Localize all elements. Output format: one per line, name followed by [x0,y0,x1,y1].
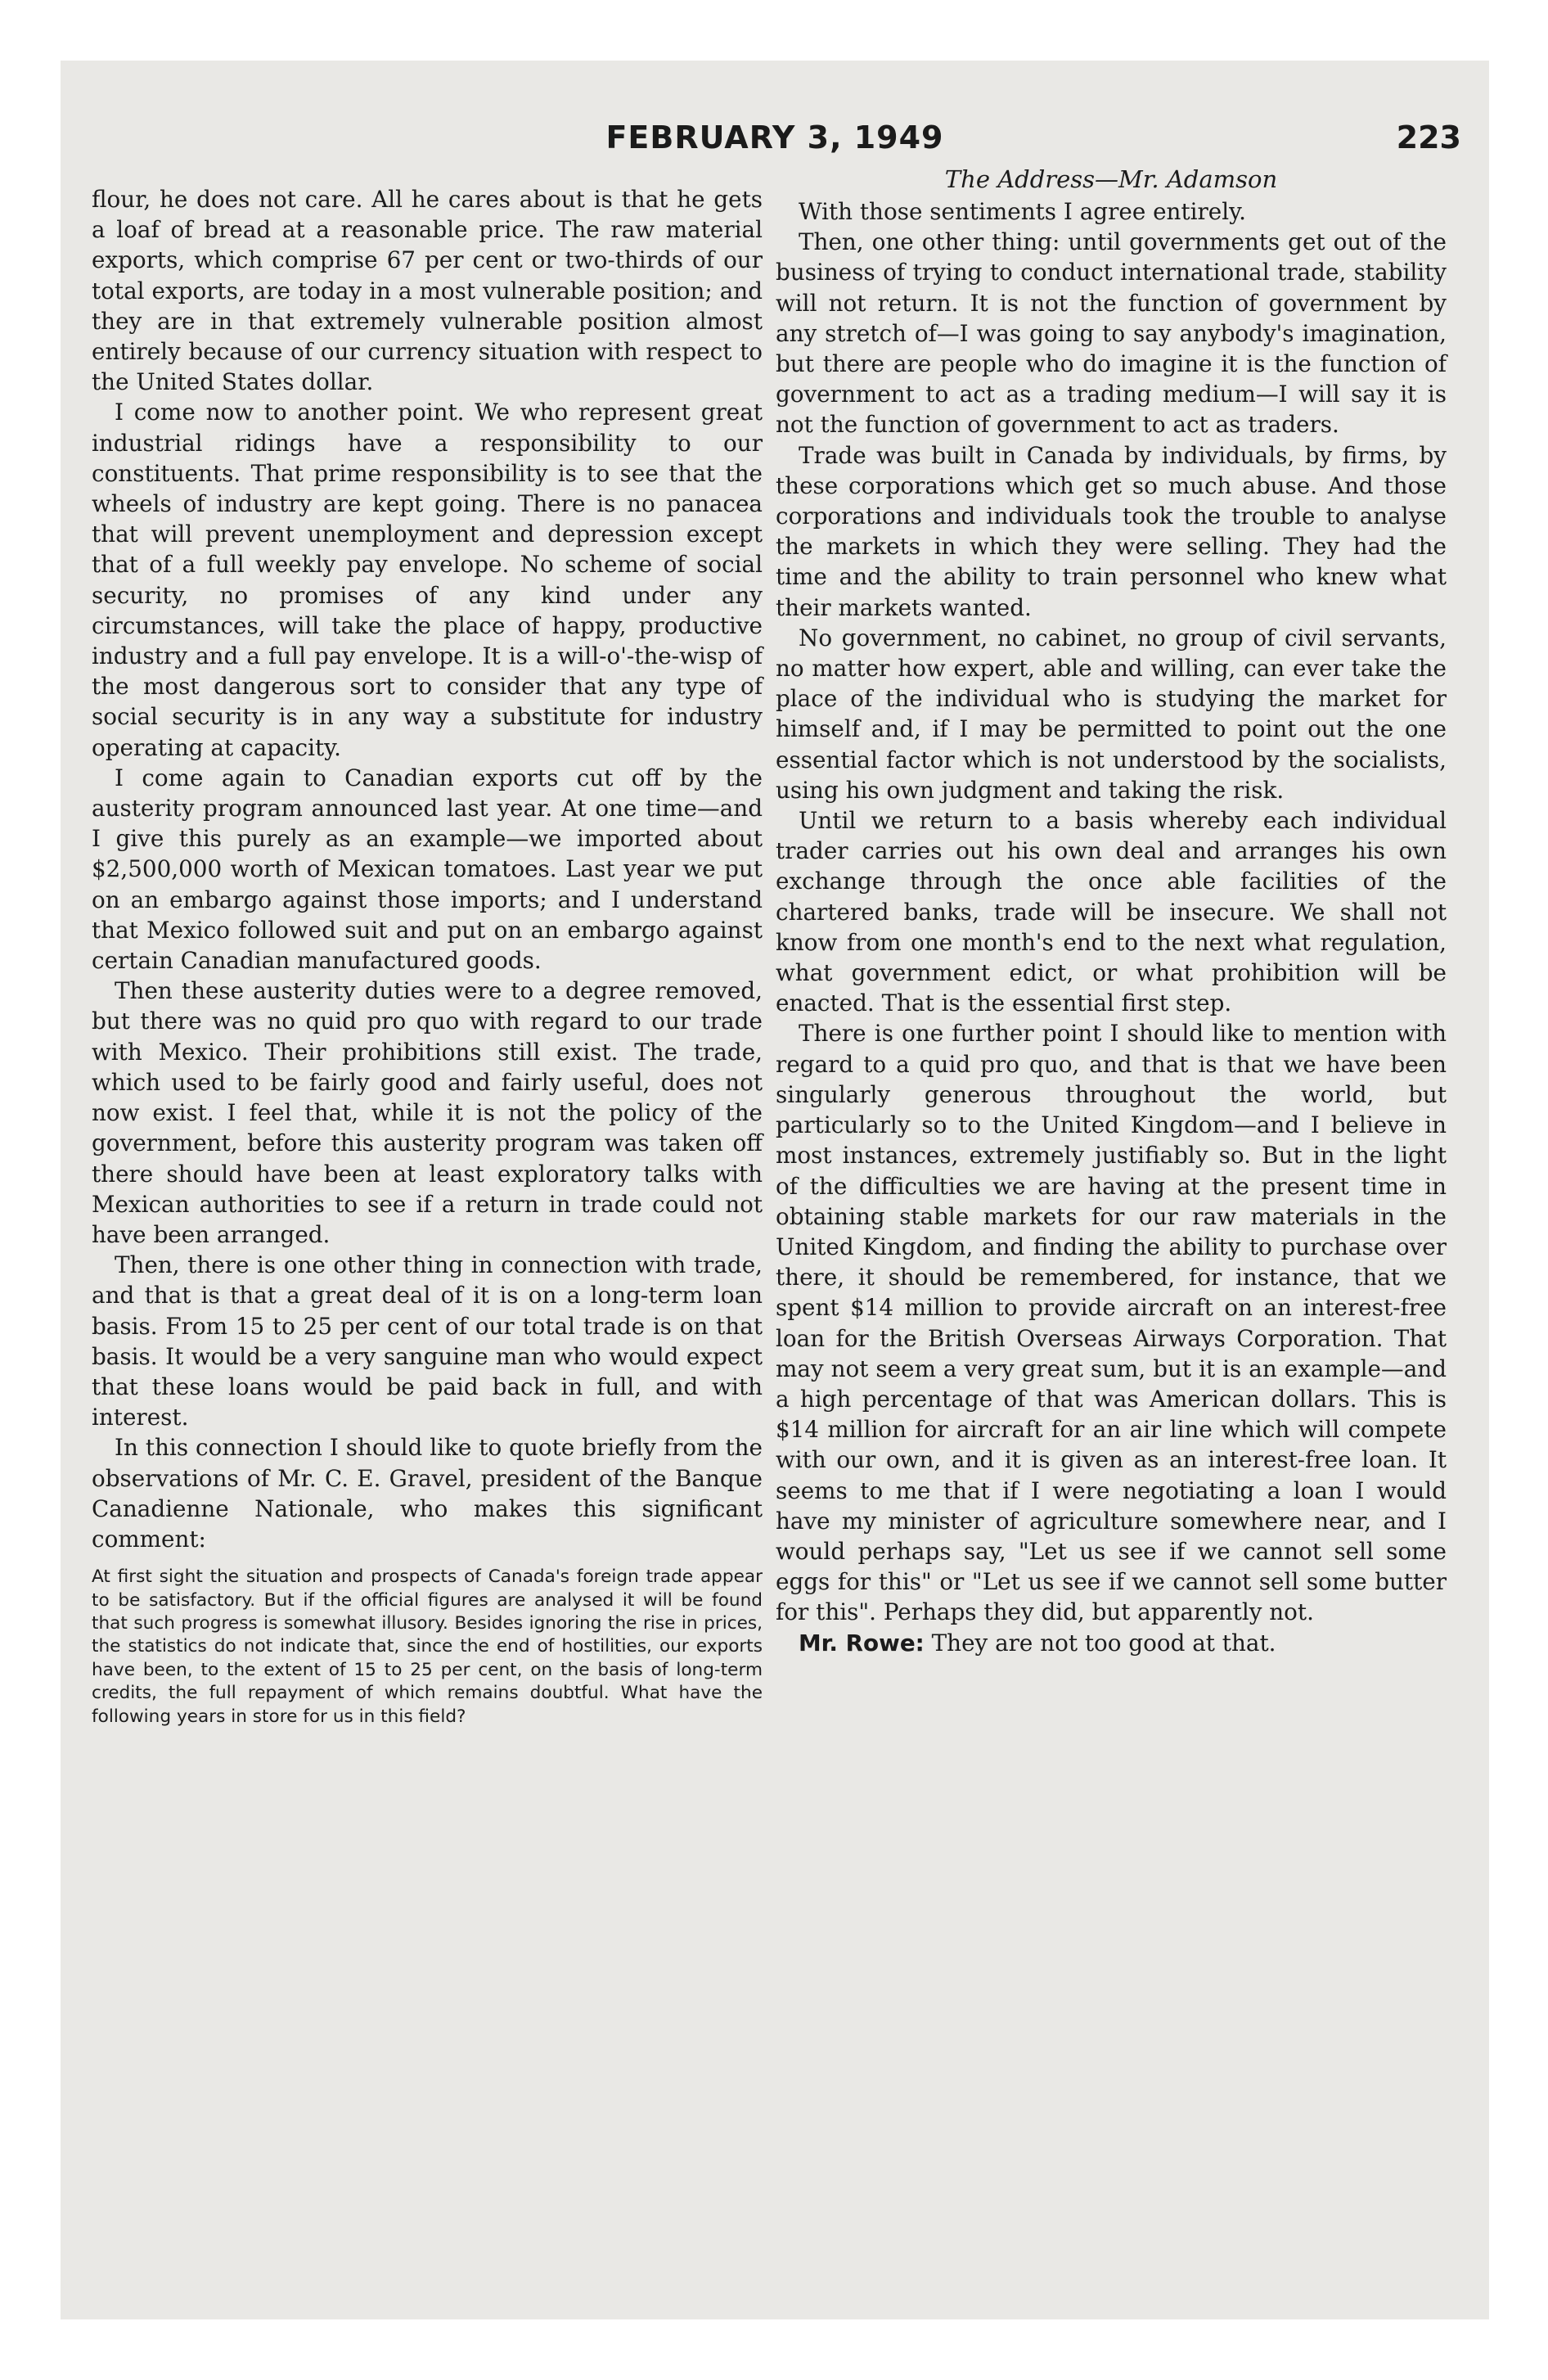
page-number: 223 [1396,119,1461,156]
speaker-name: Mr. Rowe: [799,1629,925,1657]
interjection-text: They are not too good at that. [931,1629,1276,1657]
paragraph: There is one further point I should like to mention with regard to a quid pro quo, and that is that we have been singularly generous throughout the world, but particularly so to the United Kingdom—and I believe in most instances, extremely justifiably so. But in the light of the difficulties we are having at the present time in obtaining stable markets for our raw materials in the United Kingdom, and finding the ability to purchase over there, it should be remembered, for instance, that we spent $14 million to provide aircraft on an interest-free loan for the British Overseas Airways Corporation. That may not seem a very great sum, but it is an example—and a high percentage of that was American dollars. This is $14 million for aircraft for an air line which will compete with our own, and it is given as an interest-free loan. It seems to me that if I were negotiating a loan I would have my minister of agriculture somewhere near, and I would perhaps say, "Let us see if we cannot sell some eggs for this" or "Let us see if we cannot sell some butter for this". Perhaps they did, but apparently not. [776,1020,1447,1626]
interjection [776,1628,1447,1658]
paragraph: I come again to Canadian exports cut off by the austerity program announced last year. At one time—and I give this purely as an example—we imported about $2,500,000 worth of Mexican tomatoes. Last year we put on an embargo against those imports; and I understand that Mexico followed suit and put on an embargo against certain Canadian manufactured goods. [92,764,763,975]
paragraph: flour, he does not care. All he cares about is that he gets a loaf of bread at a reasonable price. The raw material exports, which comprise 67 per cent or two-thirds of our total exports, are today in a most vulnerable position; and they are in that extremely vulnerable position almost entirely because of our currency situation with respect to the United States dollar. [92,186,763,396]
paragraph: I come now to another point. We who represent great industrial ridings have a responsibility to our constituents. That prime responsibility is to see that the wheels of industry are kept going. There is no panacea that will prevent unemployment and depression except that of a full weekly pay envelope. No scheme of social security, no promises of any kind under any circumstances, will take the place of happy, productive industry and a full pay envelope. It is a will-o'-the-wisp of the most dangerous sort to consider that any type of social security is in any way a substitute for industry operating at capacity. [92,399,763,761]
paragraph: Then, there is one other thing in connection with trade, and that is that a great deal of it is on a long-term loan basis. From 15 to 25 per cent of our total trade is on that basis. It would be a very sanguine man who would expect that these loans would be paid back in full, and with interest. [92,1251,763,1431]
paragraph: No government, no cabinet, no group of civil servants, no matter how expert, able and willing, can ever take the place of the individual who is studying the market for himself and, if I may be permitted to point out the one essential factor which is not understood by the socialists, using his own judgment and taking the risk. [776,624,1447,804]
paragraph: Then, one other thing: until governments get out of the business of trying to conduct international trade, stability will not return. It is not the function of government by any stretch of—I was going to say anybody's imagination, but there are people who do imagine it is the function of government to act as a trading medium—I will say it is not the function of government to act as traders. [776,228,1447,439]
running-head: The Address—Mr. Adamson [944,165,1278,193]
block-quote: At first sight the situation and prospects of Canada's foreign trade appear to be satisfactory. But if the official figures are analysed it will be found that such progress is somewhat illusory. Besides ignoring the rise in prices, the statistics do not indicate that, since the end of hostilities, our exports have been, to the extent of 15 to 25 per cent, on the basis of long-term credits, the full repayment of which remains doubtful. What have the following years in store for us in this field? [92,1566,763,1727]
paragraph: Trade was built in Canada by individuals, by firms, by these corporations which get so much abuse. And those corporations and individuals took the trouble to analyse the markets in which they were selling. They had the time and the ability to train personnel who knew what their markets wanted. [776,441,1447,621]
paragraph: In this connection I should like to quote briefly from the observations of Mr. C. E. Gravel, president of the Banque Canadienne Nationale, who makes this significant comment: [92,1434,763,1553]
paragraph: With those sentiments I agree entirely. [799,198,1246,225]
paragraph: Until we return to a basis whereby each individual trader carries out his own deal and arranges his own exchange through the once able facilities of the chartered banks, trade will be insecure. We shall not know from one month's end to the next what regulation, what government edict, or what prohibition will be enacted. That is the essential first step. [776,807,1447,1017]
page-date: FEBRUARY 3, 1949 [605,119,944,156]
right-column [776,164,1447,1658]
left-column [92,184,763,1729]
paragraph: Then these austerity duties were to a degree removed, but there was no quid pro quo with regard to our trade with Mexico. Their prohibitions still exist. The trade, which used to be fairly good and fairly useful, does not now exist. I feel that, while it is not the policy of the government, before this austerity program was taken off there should have been at least exploratory talks with Mexican authorities to see if a return in trade could not have been arranged. [92,977,763,1248]
